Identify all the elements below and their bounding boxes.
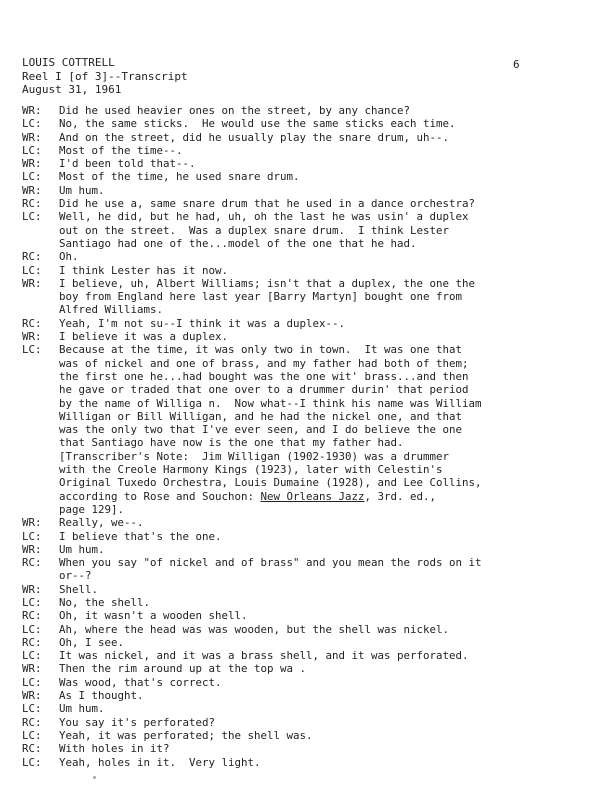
interview-date: August 31, 1961 xyxy=(22,83,122,96)
speech-line: [Transcriber's Note: Jim Willigan (1902-1930) was a drummer xyxy=(59,449,450,463)
speech-text xyxy=(59,583,602,596)
transcript-entry xyxy=(22,330,602,343)
speech-text xyxy=(59,543,602,556)
speech-line: Original Tuxedo Orchestra, Louis Dumaine (1928), and Lee Collins, xyxy=(59,476,482,490)
speech-line: No, the shell. xyxy=(59,595,151,609)
transcript-entry xyxy=(22,131,602,144)
speech-line: the first one he...had bought was the one wit' brass...and then xyxy=(59,369,469,383)
transcript-entry xyxy=(22,543,602,556)
speech-line: With holes in it? xyxy=(59,742,170,756)
speech-line: Um hum. xyxy=(59,702,105,716)
speaker-label: LC: xyxy=(22,117,42,131)
speech-line: When you say "of nickel and of brass" and you mean the rods on it xyxy=(59,556,482,570)
book-title-citation: New Orleans Jazz xyxy=(260,489,365,503)
transcript-entry xyxy=(22,197,602,210)
speech-line: he gave or traded that one over to a drummer durin' that period xyxy=(59,383,469,397)
speech-line: Did he used heavier ones on the street, by any chance? xyxy=(59,104,411,117)
speech-text xyxy=(59,104,602,117)
speech-text xyxy=(59,756,602,769)
transcript-entry xyxy=(22,210,602,250)
page-number: 6 xyxy=(513,58,520,71)
speaker-label: LC: xyxy=(22,210,42,224)
transcript-entry xyxy=(22,277,602,317)
speaker-label: WR: xyxy=(22,662,42,676)
speaker-label: RC: xyxy=(22,556,42,570)
speech-line: Really, we--. xyxy=(59,516,144,530)
speech-text xyxy=(59,676,602,689)
speaker-label: LC: xyxy=(22,675,42,689)
speech-line: Oh. xyxy=(59,250,79,264)
speaker-label: LC: xyxy=(22,595,42,609)
speech-line: Yeah, it was perforated; the shell was. xyxy=(59,728,313,742)
transcript-entry xyxy=(22,317,602,330)
speech-line: Most of the time--. xyxy=(59,143,183,157)
speech-line: I believe it was a duplex. xyxy=(59,330,229,344)
transcript-entry xyxy=(22,702,602,715)
transcript-entry xyxy=(22,689,602,702)
speaker-label: WR: xyxy=(22,330,42,344)
transcript-entry xyxy=(22,649,602,662)
speaker-label: WR: xyxy=(22,582,42,596)
speech-line: I believe that's the one. xyxy=(59,529,222,543)
speech-line: I think Lester has it now. xyxy=(59,263,229,277)
document-header xyxy=(22,56,188,97)
speech-line: was the only two that I've ever seen, and I do believe the one xyxy=(59,423,463,437)
speaker-label: RC: xyxy=(22,715,42,729)
speech-line: Santiago had one of the...model of the one that he had. xyxy=(59,236,417,250)
speech-text xyxy=(59,609,602,622)
transcript-entry xyxy=(22,636,602,649)
transcript-entry xyxy=(22,117,602,130)
speaker-label: RC: xyxy=(22,250,42,264)
speech-line: And on the street, did he usually play the snare drum, uh--. xyxy=(59,130,450,144)
speaker-label: LC: xyxy=(22,649,42,663)
speech-text xyxy=(59,317,602,330)
speaker-label: WR: xyxy=(22,689,42,703)
transcript-entry xyxy=(22,250,602,263)
speaker-label: WR: xyxy=(22,183,42,197)
transcript-entry xyxy=(22,157,602,170)
speech-line: out on the street. Was a duplex snare drum. I think Lester xyxy=(59,223,450,237)
speaker-label: WR: xyxy=(22,276,42,290)
speech-line: that Santiago have now is the one that my father had. xyxy=(59,436,404,450)
speech-line: by the name of Williga n. Now what--I think his name was William xyxy=(59,396,482,410)
speech-text xyxy=(59,623,602,636)
transcript-entry xyxy=(22,623,602,636)
speech-line: No, the same sticks. He would use the same sticks each time. xyxy=(59,117,456,131)
speaker-label: LC: xyxy=(22,622,42,636)
speaker-label: WR: xyxy=(22,516,42,530)
speech-line: Yeah, I'm not su--I think it was a duplex--. xyxy=(59,316,346,330)
speaker-label: LC: xyxy=(22,343,42,357)
transcript-body xyxy=(22,104,602,769)
transcript-entry xyxy=(22,756,602,769)
speech-text xyxy=(59,264,602,277)
speech-line: Um hum. xyxy=(59,183,105,197)
transcript-entry xyxy=(22,716,602,729)
speech-line: Most of the time, he used snare drum. xyxy=(59,170,300,184)
speech-text xyxy=(59,742,602,755)
speech-line: I believe, uh, Albert Williams; isn't that a duplex, the one the xyxy=(59,276,476,290)
speaker-label: WR: xyxy=(22,157,42,171)
speech-text xyxy=(59,330,602,343)
speech-line: Um hum. xyxy=(59,542,105,556)
speech-line: Then the rim around up at the top wa . xyxy=(59,662,307,676)
speaker-label: RC: xyxy=(22,197,42,211)
speech-text xyxy=(59,636,602,649)
interviewee-name: LOUIS COTTRELL xyxy=(22,56,115,69)
speech-text xyxy=(59,250,602,263)
speech-line: Was wood, that's correct. xyxy=(59,675,222,689)
speech-line: with the Creole Harmony Kings (1923), later with Celestin's xyxy=(59,463,443,477)
transcript-entry xyxy=(22,530,602,543)
speech-line: Alfred Williams. xyxy=(59,303,164,317)
transcript-entry xyxy=(22,343,602,516)
speaker-label: WR: xyxy=(22,104,42,117)
speaker-label: LC: xyxy=(22,143,42,157)
speech-text xyxy=(59,277,602,317)
speaker-label: RC: xyxy=(22,316,42,330)
speech-line: Because at the time, it was only two in town. It was one that xyxy=(59,343,463,357)
speech-line: As I thought. xyxy=(59,689,144,703)
speech-text xyxy=(59,170,602,183)
citation-edition: , 3rd. ed., xyxy=(364,489,437,503)
speech-text xyxy=(59,117,602,130)
speech-line: according to Rose and Souchon: New Orleans Jazz, 3rd. ed., xyxy=(59,489,437,503)
speech-text xyxy=(59,343,602,516)
speaker-label: LC: xyxy=(22,529,42,543)
speech-line: boy from England here last year [Barry Martyn] bought one from xyxy=(59,290,463,304)
speaker-label: RC: xyxy=(22,609,42,623)
speech-line: Did he use a, same snare drum that he used in a dance orchestra? xyxy=(59,197,476,211)
speech-line: Willigan or Bill Willigan, and he had the nickel one, and that xyxy=(59,409,463,423)
speaker-label: LC: xyxy=(22,170,42,184)
speech-text xyxy=(59,689,602,702)
reel-info: Reel I [of 3]--Transcript xyxy=(22,69,188,83)
speech-line: Ah, where the head was was wooden, but the shell was nickel. xyxy=(59,622,450,636)
transcript-entry xyxy=(22,556,602,583)
speech-line: I'd been told that--. xyxy=(59,157,196,171)
speech-line: Yeah, holes in it. Very light. xyxy=(59,755,261,769)
speech-text xyxy=(59,530,602,543)
transcript-entry xyxy=(22,596,602,609)
speaker-label: WR: xyxy=(22,130,42,144)
speech-line: Well, he did, but he had, uh, oh the last he was usin' a duplex xyxy=(59,210,469,224)
transcript-entry xyxy=(22,676,602,689)
speech-line: was of nickel and one of brass, and my father had both of them; xyxy=(59,356,469,370)
speech-text xyxy=(59,649,602,662)
transcript-entry xyxy=(22,662,602,675)
speaker-label: LC: xyxy=(22,263,42,277)
transcript-entry xyxy=(22,609,602,622)
speaker-label: RC: xyxy=(22,635,42,649)
transcript-entry xyxy=(22,170,602,183)
speech-text xyxy=(59,596,602,609)
transcript-entry xyxy=(22,742,602,755)
transcript-entry xyxy=(22,516,602,529)
speech-text xyxy=(59,197,602,210)
speaker-label: LC: xyxy=(22,702,42,716)
speech-line: Oh, I see. xyxy=(59,635,125,649)
speaker-label: LC: xyxy=(22,728,42,742)
speech-line: You say it's perforated? xyxy=(59,715,216,729)
speech-text xyxy=(59,184,602,197)
speech-text xyxy=(59,131,602,144)
speech-text xyxy=(59,662,602,675)
speech-text xyxy=(59,702,602,715)
speech-text xyxy=(59,157,602,170)
transcript-entry xyxy=(22,729,602,742)
scan-speck xyxy=(93,776,96,779)
speech-text xyxy=(59,716,602,729)
speech-line: page 129]. xyxy=(59,502,125,516)
transcript-entry xyxy=(22,144,602,157)
speech-text xyxy=(59,516,602,529)
speech-line: It was nickel, and it was a brass shell, and it was perforated. xyxy=(59,649,469,663)
speech-text xyxy=(59,556,602,583)
transcript-entry xyxy=(22,583,602,596)
speech-line: Oh, it wasn't a wooden shell. xyxy=(59,609,248,623)
speech-line: Shell. xyxy=(59,582,99,596)
speech-text xyxy=(59,144,602,157)
speaker-label: RC: xyxy=(22,742,42,756)
transcript-entry xyxy=(22,184,602,197)
speech-text xyxy=(59,729,602,742)
transcript-entry xyxy=(22,104,602,117)
speech-text xyxy=(59,210,602,250)
speaker-label: LC: xyxy=(22,755,42,769)
transcript-entry xyxy=(22,264,602,277)
speech-line: or--? xyxy=(59,569,92,583)
speaker-label: WR: xyxy=(22,542,42,556)
